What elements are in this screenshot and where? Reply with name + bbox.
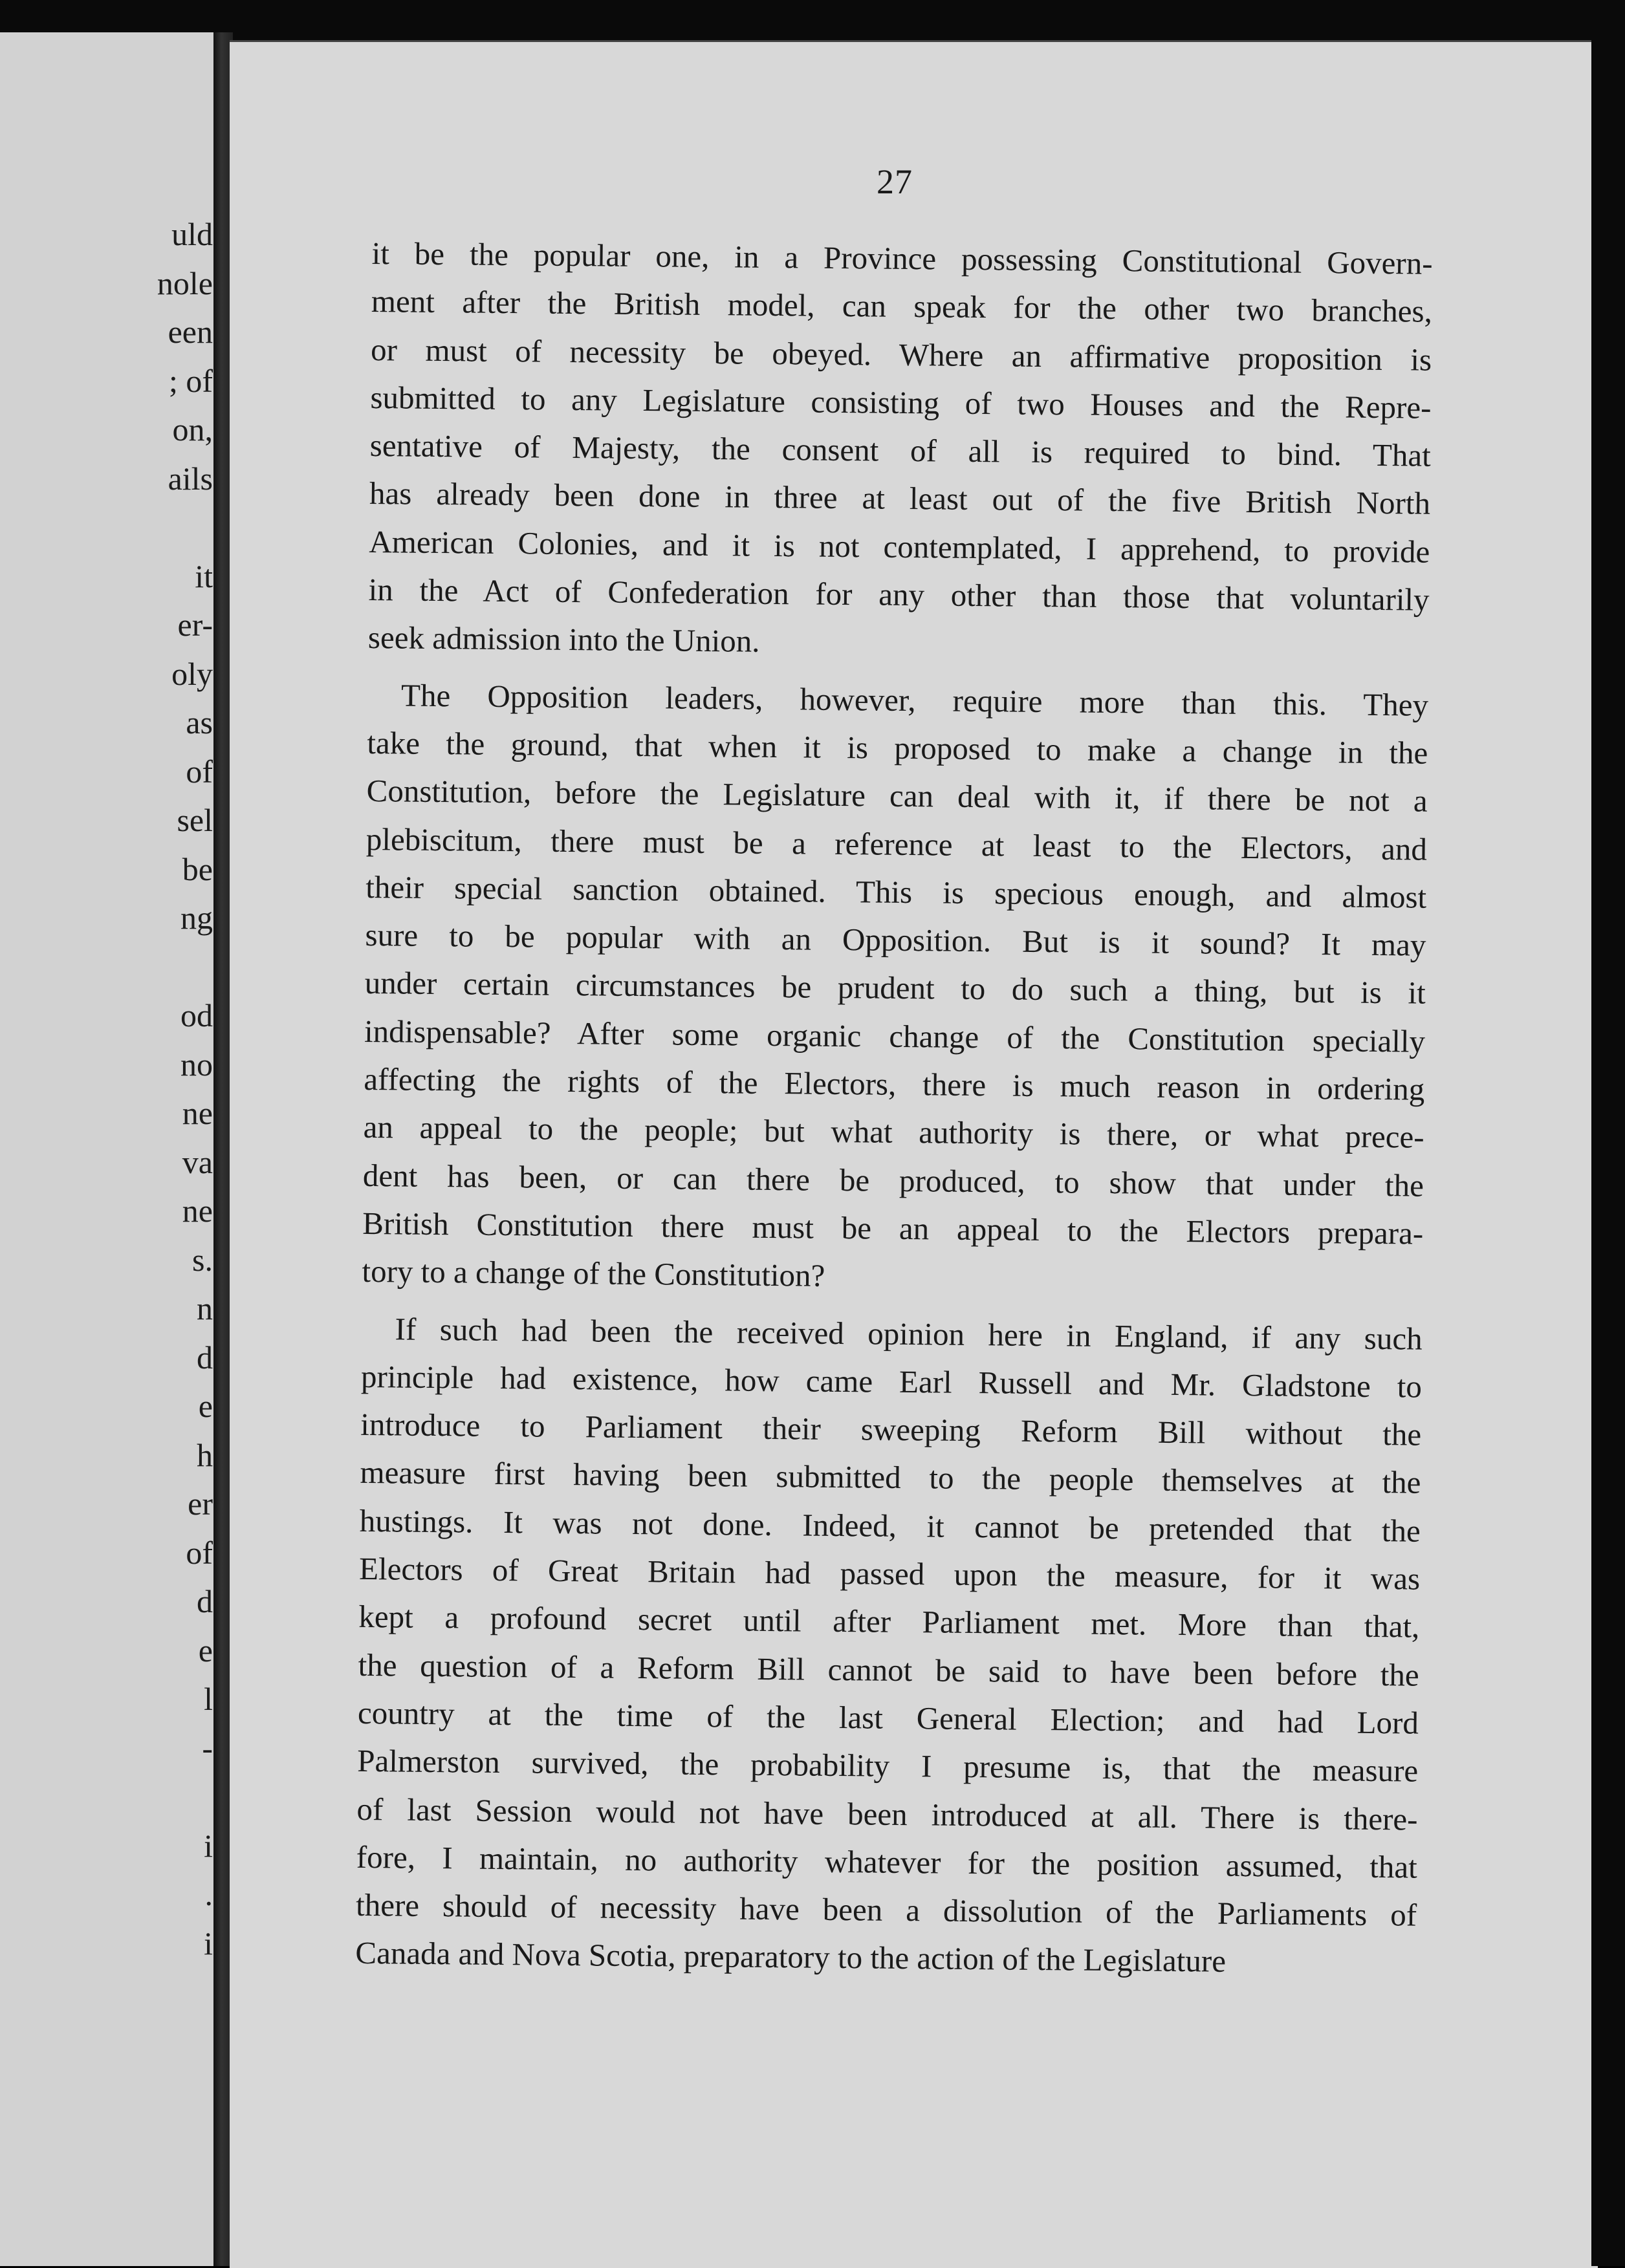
text-line: sentative of Majesty, the consent of all is required to bind. That xyxy=(369,427,1431,473)
text-line: The Opposition leaders, however, require more than this. They xyxy=(400,677,1429,723)
facing-page-fragment-line xyxy=(135,943,213,992)
facing-page-fragment-line: d xyxy=(197,1583,213,1619)
text-line: indispensable? After some organic change of the Constitution specially xyxy=(364,1013,1426,1059)
facing-page-fragment-line: ne xyxy=(182,1095,213,1131)
facing-page-fragment-line: een xyxy=(168,314,213,350)
facing-page-fragment-line: ne xyxy=(182,1193,213,1229)
text-line: country at the time of the last General Election; and had Lord xyxy=(357,1694,1419,1741)
text-line: ment after the British model, can speak for the other two branches, xyxy=(371,283,1433,330)
text-line: kept a profound secret until after Parliament met. More than that, xyxy=(358,1599,1420,1645)
facing-page-fragment-line: e xyxy=(198,1388,213,1424)
scan-border xyxy=(1591,40,1625,2266)
facing-page-fragment-line: . xyxy=(204,1876,213,1912)
text-line: measure first having been submitted to the people themselves at the xyxy=(360,1454,1421,1501)
facing-page-fragment-line: ails xyxy=(168,460,213,497)
facing-page-fragment-line: ng xyxy=(180,900,213,936)
text-line: British Constitution there must be an appeal to the Electors prepara- xyxy=(362,1205,1424,1251)
facing-page-fragment-line: no xyxy=(180,1046,213,1083)
facing-page-fragment-line: d xyxy=(197,1339,213,1376)
facing-page-fragment-line: it xyxy=(195,557,213,594)
text-line: If such had been the received opinion here in England, if any such xyxy=(395,1310,1423,1357)
facing-page-fragment-line: as xyxy=(186,704,213,740)
text-line: sure to be popular with an Opposition. But is it sound? It may xyxy=(365,917,1426,963)
facing-page-fragment-line: e xyxy=(198,1632,213,1669)
text-line: the question of a Reform Bill cannot be said to have been before the xyxy=(358,1647,1419,1693)
facing-page-line-endings xyxy=(135,210,213,1968)
facing-page-fragment-line: sel xyxy=(177,802,213,838)
text-line: an appeal to the people; but what authority is there, or what prece- xyxy=(363,1109,1424,1156)
facing-page-fragment-line: of xyxy=(186,1534,213,1571)
text-line: fore, I maintain, no authority whatever for the position assumed, that xyxy=(356,1839,1418,1885)
facing-page-fragment-line: er xyxy=(188,1485,213,1522)
facing-page-fragment-line: on, xyxy=(172,411,213,448)
facing-page-fragment-line: h xyxy=(197,1436,213,1473)
paragraph xyxy=(355,1304,1423,1987)
text-line: of last Session would not have been introduced at all. There is there- xyxy=(356,1791,1418,1837)
text-line: has already been done in three at least out of the five British North xyxy=(369,475,1431,522)
facing-page-fragment-line: nole xyxy=(157,265,213,301)
facing-page-fragment-line: ; of xyxy=(168,362,213,399)
facing-page-fragment-line: be xyxy=(182,850,213,887)
text-line: hustings. It was not done. Indeed, it cannot be pretended that the xyxy=(359,1502,1421,1549)
facing-page-fragment-line: s. xyxy=(192,1241,213,1278)
text-line: take the ground, that when it is proposed to make a change in the xyxy=(367,724,1428,771)
facing-page-fragment-line: od xyxy=(180,997,213,1033)
text-line: under certain circumstances be prudent to do such a thing, but is it xyxy=(364,965,1426,1011)
text-line: there should of necessity have been a dissolution of the Parliaments of xyxy=(355,1886,1417,1933)
paragraph xyxy=(368,230,1433,672)
facing-page-fragment-line: l xyxy=(204,1681,213,1717)
text-line: their special sanction obtained. This is specious enough, and almost xyxy=(365,869,1427,915)
facing-page-fragment xyxy=(0,32,219,2266)
text-line: it be the popular one, in a Province possessing Constitutional Govern- xyxy=(371,235,1433,281)
text-line: seek admission into the Union. xyxy=(367,620,760,660)
facing-page-fragment-line: i xyxy=(204,1827,213,1864)
facing-page-fragment-line: i xyxy=(204,1925,213,1961)
text-line: submitted to any Legislature consisting of two Houses and the Repre- xyxy=(370,379,1432,426)
facing-page-fragment-line: n xyxy=(197,1290,213,1326)
text-line: Canada and Nova Scotia, preparatory to the action of the Legislature xyxy=(355,1935,1227,1980)
page-body-text xyxy=(355,230,1433,1987)
text-line: American Colonies, and it is not contemplated, I apprehend, to provide xyxy=(369,523,1430,570)
facing-page-fragment-line xyxy=(135,503,213,552)
facing-page-fragment-line: va xyxy=(182,1143,213,1180)
facing-page-fragment-line: oly xyxy=(171,655,213,692)
text-line: or must of necessity be obeyed. Where an affirmative proposition is xyxy=(370,331,1432,378)
text-line: Palmerston survived, the probability I presume is, that the measure xyxy=(357,1743,1419,1789)
facing-page-fragment-line: er- xyxy=(177,607,213,643)
page-number: 27 xyxy=(877,162,913,201)
text-line: plebiscitum, there must be a reference at least to the Electors, and xyxy=(365,821,1428,867)
text-line: affecting the rights of the Electors, there is much reason in ordering xyxy=(364,1061,1425,1107)
facing-page-fragment-line: - xyxy=(202,1729,213,1766)
text-line: dent has been, or can there be produced, to show that under the xyxy=(362,1157,1424,1204)
facing-page-fragment-line: of xyxy=(186,753,213,790)
facing-page-fragment-line xyxy=(135,1773,213,1822)
text-line: Electors of Great Britain had passed upon the measure, for it was xyxy=(358,1550,1421,1597)
text-line: introduce to Parliament their sweeping Reform Bill without the xyxy=(360,1407,1422,1453)
text-line: principle had existence, how came Earl Russell and Mr. Gladstone to xyxy=(360,1358,1423,1405)
text-line: in the Act of Confederation for any other than those that voluntarily xyxy=(368,572,1430,618)
facing-page-fragment-line: uld xyxy=(171,216,213,252)
text-line: Constitution, before the Legislature can deal with it, if there be not a xyxy=(366,773,1428,819)
paragraph xyxy=(362,671,1428,1306)
text-line: tory to a change of the Constitution? xyxy=(362,1253,825,1294)
